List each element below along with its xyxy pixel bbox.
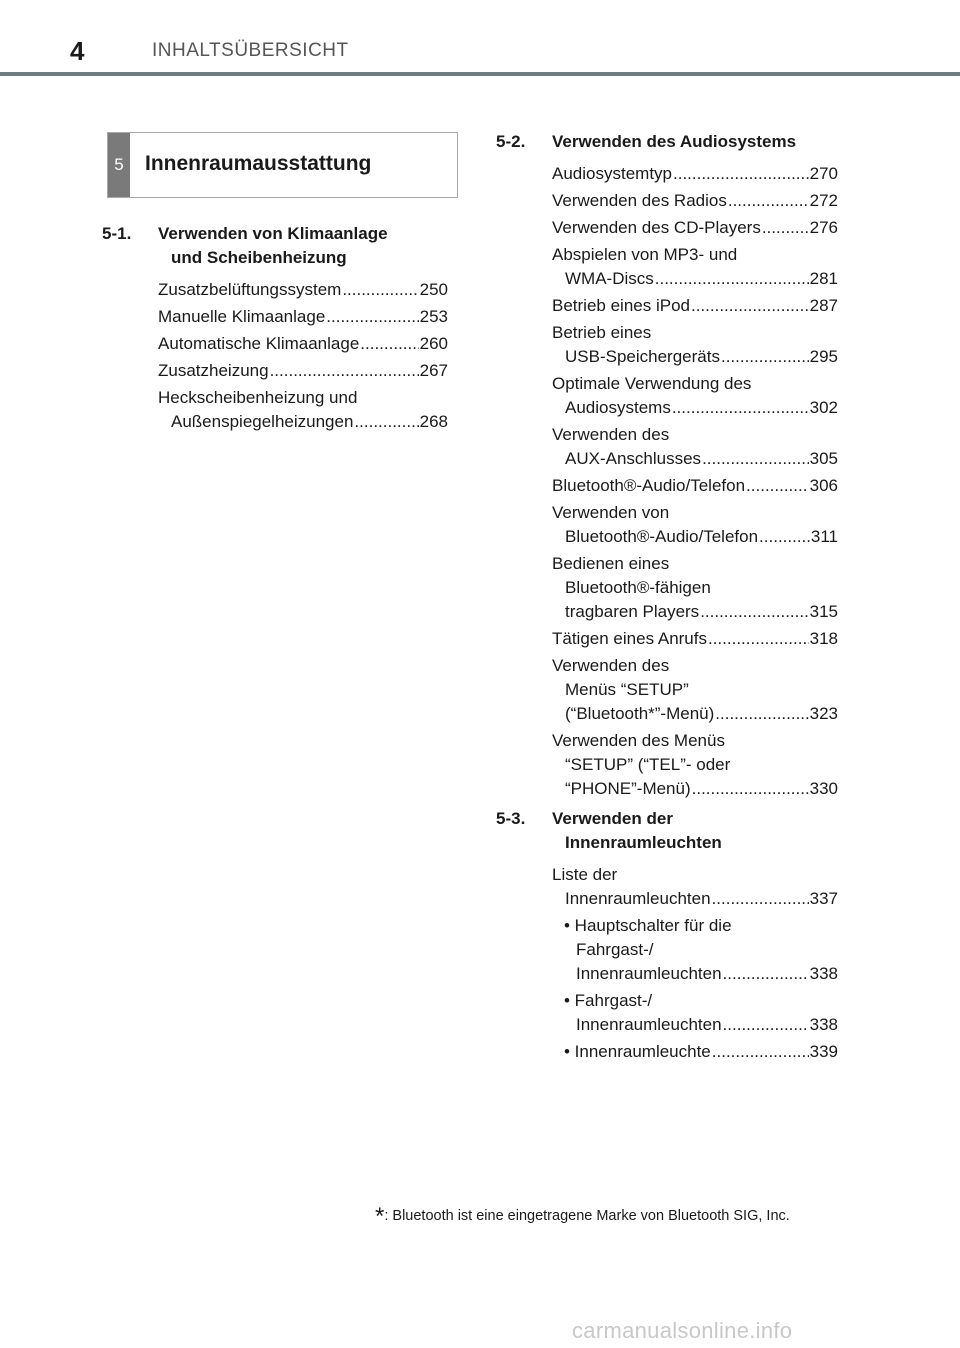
toc-entry-title: Zusatzheizung [158,361,269,380]
dot-leader [702,447,809,471]
toc-entry-title: Manuelle Klimaanlage [158,307,326,326]
section-5-3-entries [496,863,838,911]
chapter-heading-box [107,132,458,198]
dot-leader [723,1013,809,1037]
dot-leader [712,1040,809,1064]
dot-leader [692,777,809,801]
dot-leader [655,267,809,291]
footnote-marker: * [375,1203,385,1230]
toc-page-number: 318 [809,629,838,648]
toc-entry-title: Außenspiegelheizungen [171,412,354,431]
toc-entry-last-line [552,294,838,318]
toc-page-number: 323 [809,704,838,723]
toc-entry-lines [552,627,838,651]
toc-entry-lines [158,332,448,356]
toc-page-number: 270 [809,164,838,183]
toc-entry-title: Verwenden des Radios [552,191,727,210]
toc-entry[interactable] [496,914,838,986]
section-number: 5-3. [496,809,526,828]
toc-entry-last-line [552,525,838,549]
dot-leader [721,345,809,369]
toc-entry[interactable] [496,243,838,291]
toc-entry-title: Automatische Klimaanlage [158,334,360,353]
toc-entry-lines [552,474,838,498]
dot-leader [342,278,418,302]
dot-leader [762,216,809,240]
toc-entry-line: Abspielen von MP3- und [552,245,738,264]
toc-entry-line: Fahrgast-/ [576,940,654,959]
watermark-text: carmanualsonline.info [572,1318,793,1343]
toc-entry-lines [552,501,838,549]
toc-entry-title: “PHONE”-Menü) [565,779,691,798]
section-5-3-heading[interactable] [496,807,838,855]
toc-entry-title: Verwenden des CD-Players [552,218,761,237]
toc-entry-last-line [552,702,838,726]
toc-entry[interactable] [496,552,838,624]
toc-entry-line: Verwenden des [552,656,670,675]
toc-entry-last-line [564,962,838,986]
toc-entry-last-line [158,305,448,329]
toc-entry-line: Liste der [552,865,618,884]
toc-entry[interactable] [496,729,838,801]
toc-entry-line: Verwenden des [552,425,670,444]
toc-entry-last-line [552,189,838,213]
toc-page-number: 295 [809,347,838,366]
toc-entry-last-line [552,600,838,624]
toc-entry-last-line [552,216,838,240]
toc-entry-lines [564,914,838,986]
dot-leader [673,162,809,186]
toc-entry-line: • Hauptschalter für die [564,916,732,935]
toc-entry-title: USB-Speichergeräts [565,347,720,366]
toc-entry-last-line [552,162,838,186]
toc-entry[interactable] [496,321,838,369]
toc-entry[interactable] [102,332,448,356]
toc-page-number: 306 [809,476,838,495]
toc-page-number: 311 [810,527,838,546]
toc-entry-lines [552,552,838,624]
toc-page-number: 250 [419,280,448,299]
footnote-text: : Bluetooth ist eine eingetragene Marke von Bluetooth SIG, Inc. [384,1208,790,1224]
toc-entry[interactable] [496,423,838,471]
section-5-1-entries [102,278,448,434]
toc-entry-title: Tätigen eines Anrufs [552,629,707,648]
toc-entry-last-line [552,777,838,801]
chapter-number-tab: 5 [108,133,130,197]
toc-entry[interactable] [496,162,838,186]
toc-entry-title: Audiosystems [565,398,671,417]
dot-leader [360,332,418,356]
toc-entry-lines [552,162,838,186]
toc-page-number: 276 [809,218,838,237]
toc-entry-line: Optimale Verwendung des [552,374,752,393]
toc-entry-last-line [158,359,448,383]
page-header-title: INHALTSÜBERSICHT [152,40,349,61]
toc-entry-line: Verwenden des Menüs [552,731,725,750]
toc-right-column [496,130,838,1067]
toc-page-number: 287 [809,296,838,315]
dot-leader [746,474,809,498]
toc-entry-line: Verwenden von [552,503,670,522]
section-title-line: Verwenden von Klimaanlage [158,224,388,243]
toc-entry-line: Betrieb eines [552,323,652,342]
toc-entry[interactable] [496,474,838,498]
toc-entry-line: “SETUP” (“TEL”- oder [565,755,731,774]
toc-page-number: 268 [419,412,448,431]
toc-entry-last-line [552,396,838,420]
toc-entry-title: (“Bluetooth*”-Menü) [565,704,715,723]
toc-entry[interactable] [496,216,838,240]
toc-page-number: 260 [419,334,448,353]
toc-entry-lines [552,372,838,420]
toc-page-number: 272 [809,191,838,210]
toc-page-number: 302 [809,398,838,417]
section-number: 5-2. [496,132,526,151]
toc-page-number: 305 [809,449,838,468]
chapter-title: Innenraumausstattung [145,152,372,175]
toc-entry[interactable] [496,372,838,420]
dot-leader [712,887,809,911]
toc-entry-line: Bedienen eines [552,554,670,573]
toc-entry-title: Bluetooth®-Audio/Telefon [565,527,759,546]
toc-page-number: 315 [809,602,838,621]
dot-leader [715,702,808,726]
dot-leader [728,189,809,213]
dot-leader [759,525,810,549]
toc-entry[interactable] [496,294,838,318]
toc-page-number: 281 [809,269,838,288]
toc-entry-lines [552,189,838,213]
toc-page-number: 330 [809,779,838,798]
toc-entry-last-line [552,887,838,911]
toc-entry-line: Heckscheibenheizung und [158,388,358,407]
toc-page-number: 267 [419,361,448,380]
dot-leader [672,396,809,420]
toc-entry-title: AUX-Anschlusses [565,449,702,468]
section-5-3-bullets [496,914,838,1064]
dot-leader [326,305,418,329]
toc-entry-title: Innenraumleuchten [576,964,722,983]
toc-page-number: 338 [809,964,838,983]
toc-entry[interactable] [102,305,448,329]
toc-entry-lines [564,989,838,1037]
toc-entry-lines [552,729,838,801]
toc-entry-last-line [552,447,838,471]
toc-entry-lines [552,243,838,291]
toc-entry-lines [552,294,838,318]
toc-entry-lines [564,1040,838,1064]
toc-entry-title: Innenraumleuchten [565,889,711,908]
section-5-2-heading[interactable] [496,130,838,154]
toc-entry[interactable] [496,1040,838,1064]
section-5-2-entries [496,162,838,801]
toc-entry-lines [158,278,448,302]
toc-entry-lines [158,359,448,383]
header-rule [0,72,960,76]
toc-entry[interactable] [496,501,838,549]
toc-entry-last-line [552,345,838,369]
toc-entry-lines [552,863,838,911]
toc-entry[interactable] [496,627,838,651]
toc-entry-last-line [552,474,838,498]
toc-entry-last-line [564,1013,838,1037]
toc-page-number: 253 [419,307,448,326]
toc-page-number: 339 [809,1042,838,1061]
toc-entry-line: Bluetooth®-fähigen [565,578,711,597]
toc-left-column [102,222,448,437]
toc-entry-title: Zusatzbelüftungssystem [158,280,342,299]
dot-leader [691,294,809,318]
toc-entry-last-line [552,267,838,291]
toc-entry[interactable] [496,989,838,1037]
section-title-line: Innenraumleuchten [565,833,722,852]
toc-entry-title: Innenraumleuchten [576,1015,722,1034]
section-title-line: und Scheibenheizung [171,248,347,267]
section-number: 5-1. [102,224,132,243]
section-title-line: Verwenden der [552,809,673,828]
toc-page-number: 338 [809,1015,838,1034]
toc-entry-title: Audiosystemtyp [552,164,672,183]
toc-entry-line: Menüs “SETUP” [565,680,689,699]
toc-entry-title: tragbaren Players [565,602,700,621]
toc-entry-last-line [158,332,448,356]
toc-entry-lines [552,654,838,726]
dot-leader [708,627,809,651]
toc-entry-title: • Innenraumleuchte [564,1042,711,1061]
toc-entry[interactable] [496,189,838,213]
dot-leader [700,600,808,624]
dot-leader [270,359,419,383]
toc-entry-title: WMA-Discs [565,269,654,288]
footnote [375,1203,790,1231]
toc-entry-last-line [158,278,448,302]
toc-entry[interactable] [102,386,448,434]
toc-entry-lines [552,216,838,240]
toc-entry-lines [158,386,448,434]
toc-page-number: 337 [809,889,838,908]
section-title-line: Verwenden des Audiosystems [552,132,797,151]
toc-entry[interactable] [102,278,448,302]
dot-leader [723,962,809,986]
toc-entry[interactable] [496,863,838,911]
dot-leader [354,410,418,434]
toc-entry-title: Betrieb eines iPod [552,296,690,315]
toc-entry[interactable] [102,359,448,383]
toc-entry-lines [552,321,838,369]
page-number: 4 [70,36,85,66]
toc-entry-line: • Fahrgast-/ [564,991,653,1010]
toc-entry-lines [158,305,448,329]
toc-entry-title: Bluetooth®-Audio/Telefon [552,476,746,495]
toc-entry-last-line [552,627,838,651]
section-5-1-heading[interactable] [102,222,448,270]
toc-entry[interactable] [496,654,838,726]
toc-entry-last-line [564,1040,838,1064]
toc-entry-last-line [158,410,448,434]
toc-entry-lines [552,423,838,471]
